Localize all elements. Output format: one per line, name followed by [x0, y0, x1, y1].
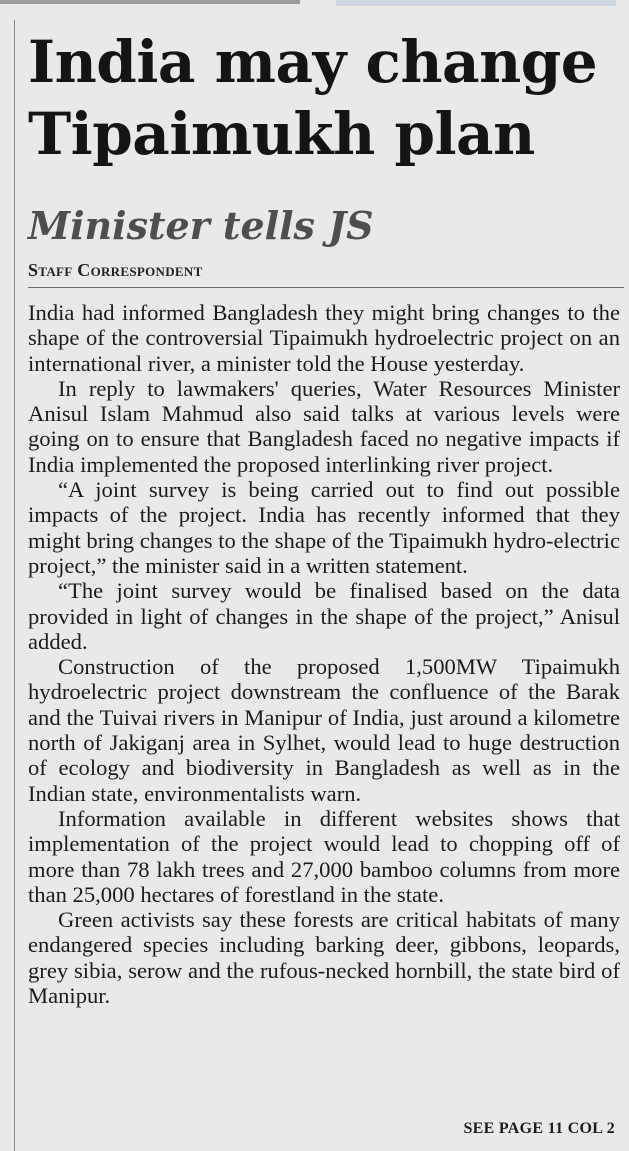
- column-rule: [14, 20, 15, 1151]
- top-rule: [0, 0, 300, 4]
- top-rule-neighbor-article: [336, 0, 616, 6]
- paragraph: “A joint survey is being carried out to find out possible impacts of the project. India has recently informed that they might bring changes to the shape of the Tipaimukh hydro-electric project,” the minister said in a written statement.: [28, 477, 620, 578]
- paragraph: In reply to lawmakers' queries, Water Resources Minister Anisul Islam Mahmud also said talks at various levels were going on to ensure that Bangladesh faced no negative impacts if India implemented the proposed interlinking river project.: [28, 375, 620, 477]
- byline: Staff Correspondent: [28, 260, 203, 280]
- paragraph: Construction of the proposed 1,500MW Tipaimukh hydroelectric project downstream the confluence of the Barak and the Tuivai rivers in Manipur of India, just around a kilometre north of Jakiganj area in Sylhet, would lead to huge destruction of ecology and biodiversity in Bangladesh as well as in the Indian state, environmentalists warn.: [28, 654, 620, 806]
- subheadline: Minister tells JS: [28, 203, 374, 248]
- headline: India may change Tipaimukh plan: [28, 28, 598, 168]
- article-body: [28, 300, 620, 1008]
- byline-rule: [28, 287, 624, 288]
- paragraph: Green activists say these forests are critical habitats of many endangered species including barking deer, gibbons, leopards, grey sibia, serow and the rufous-necked hornbill, the state bird of Manipur.: [28, 907, 620, 1009]
- paragraph: Information available in different websites shows that implementation of the project would lead to chopping off of more than 78 lakh trees and 27,000 bamboo columns from more than 25,000 hectares of forestland in the state.: [28, 805, 620, 907]
- continuation-jump-line: SEE PAGE 11 COL 2: [463, 1120, 615, 1137]
- paragraph: “The joint survey would be finalised based on the data provided in light of changes in the shape of the project,” Anisul added.: [28, 578, 620, 654]
- paragraph: India had informed Bangladesh they might bring changes to the shape of the controversial Tipaimukh hydroelectric project on an international river, a minister told the House yesterday.: [28, 300, 620, 376]
